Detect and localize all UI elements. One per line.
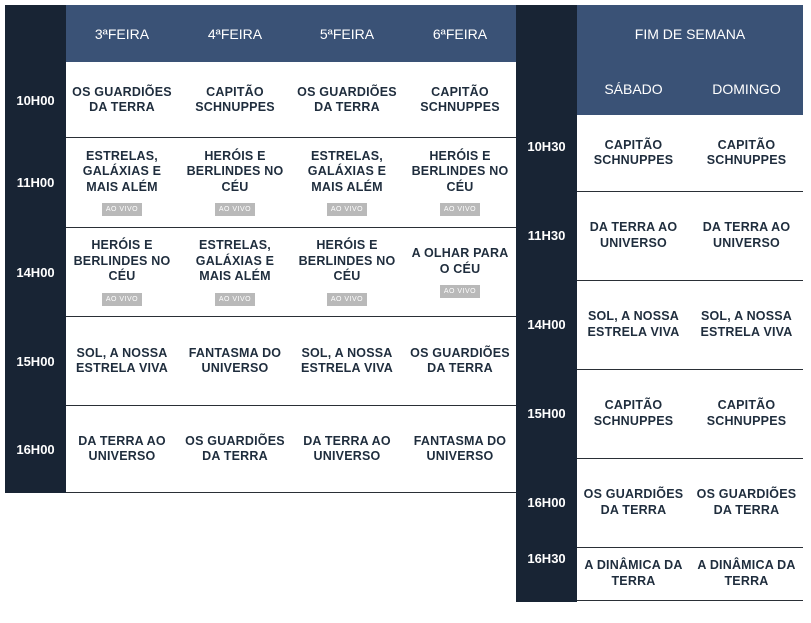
session-title: HERÓIS E BERLINDES NO CÉU [186, 148, 284, 194]
session-title: CAPITÃO SCHNUPPES [593, 398, 674, 428]
session-title: HERÓIS E BERLINDES NO CÉU [298, 238, 396, 284]
session-cell[interactable] [694, 280, 799, 369]
session-cell[interactable] [581, 547, 686, 600]
weekday-header-1: 3ªFEIRA [94, 25, 150, 42]
weekday-time-label: 10H00 [16, 92, 55, 108]
session-title: ESTRELAS, GALÁXIAS E MAIS ALÉM [307, 148, 387, 194]
session-title: HERÓIS E BERLINDES NO CÉU [411, 148, 509, 194]
session-cell[interactable] [295, 317, 399, 405]
session-title: CAPITÃO SCHNUPPES [195, 84, 275, 114]
weekday-time-label: 14H00 [16, 264, 55, 280]
session-title: SOL, A NOSSA ESTRELA VIVA [587, 309, 680, 339]
session-cell[interactable] [581, 369, 686, 458]
live-badge: AO VIVO [102, 293, 142, 306]
session-cell[interactable] [694, 547, 799, 600]
session-title: SOL, A NOSSA ESTRELA VIVA [301, 345, 393, 375]
weekday-time-label: 16H00 [16, 441, 55, 457]
session-title: A DINÂMICA DA TERRA [697, 558, 796, 588]
row-divider [66, 137, 516, 138]
session-title: A OLHAR PARA O CÉU [411, 246, 509, 276]
session-title: CAPITÃO SCHNUPPES [706, 398, 787, 428]
row-divider [66, 227, 516, 228]
session-cell[interactable] [183, 62, 287, 138]
live-badge: AO VIVO [215, 203, 255, 216]
session-cell[interactable] [694, 115, 799, 191]
live-badge: AO VIVO [440, 285, 480, 298]
session-cell[interactable] [694, 369, 799, 458]
weekend-time-label: 10H30 [527, 138, 566, 154]
session-cell[interactable] [408, 405, 512, 493]
weekend-time-label: 11H30 [527, 227, 566, 243]
session-cell[interactable] [295, 138, 399, 227]
session-title: ESTRELAS, GALÁXIAS E MAIS ALÉM [195, 238, 275, 284]
session-title: OS GUARDIÕES DA TERRA [72, 84, 172, 114]
weekday-time-label: 11H00 [16, 175, 55, 190]
session-cell[interactable] [581, 115, 686, 191]
session-cell[interactable] [183, 227, 287, 317]
session-title: CAPITÃO SCHNUPPES [593, 137, 674, 167]
weekday-header-4: 6ªFEIRA [432, 25, 488, 42]
session-cell[interactable] [694, 458, 799, 547]
weekend-time-label: 16H30 [527, 550, 566, 566]
weekend-time-label: 15H00 [527, 405, 566, 421]
session-cell[interactable] [183, 405, 287, 493]
session-title: OS GUARDIÕES DA TERRA [696, 487, 797, 517]
session-cell[interactable] [183, 138, 287, 227]
row-divider [577, 369, 803, 370]
session-title: CAPITÃO SCHNUPPES [706, 137, 787, 167]
session-cell[interactable] [694, 191, 799, 280]
session-cell[interactable] [408, 227, 512, 317]
session-title: DA TERRA AO UNIVERSO [303, 433, 391, 463]
session-cell[interactable] [295, 227, 399, 317]
session-cell[interactable] [70, 405, 174, 493]
session-cell[interactable] [408, 138, 512, 227]
weekend-header-title: FIM DE SEMANA [634, 25, 746, 42]
session-cell[interactable] [70, 62, 174, 138]
session-title: OS GUARDIÕES DA TERRA [297, 84, 397, 114]
live-badge: AO VIVO [215, 293, 255, 306]
session-title: OS GUARDIÕES DA TERRA [410, 345, 510, 375]
session-cell[interactable] [581, 280, 686, 369]
session-cell[interactable] [183, 317, 287, 405]
session-cell[interactable] [70, 138, 174, 227]
live-badge: AO VIVO [102, 203, 142, 216]
session-title: OS GUARDIÕES DA TERRA [185, 433, 285, 463]
session-cell[interactable] [295, 62, 399, 138]
session-cell[interactable] [408, 317, 512, 405]
weekend-day-1: SÁBADO [604, 80, 663, 97]
live-badge: AO VIVO [327, 293, 367, 306]
session-title: HERÓIS E BERLINDES NO CÉU [73, 238, 171, 284]
row-divider [577, 191, 803, 192]
session-title: DA TERRA AO UNIVERSO [78, 433, 166, 463]
session-title: ESTRELAS, GALÁXIAS E MAIS ALÉM [82, 148, 162, 194]
session-cell[interactable] [295, 405, 399, 493]
row-divider [577, 458, 803, 459]
session-title: SOL, A NOSSA ESTRELA VIVA [700, 309, 793, 339]
session-title: FANTASMA DO UNIVERSO [188, 345, 282, 375]
session-cell[interactable] [581, 458, 686, 547]
row-divider [66, 492, 516, 493]
session-title: SOL, A NOSSA ESTRELA VIVA [76, 345, 168, 375]
row-divider [577, 547, 803, 548]
session-title: DA TERRA AO UNIVERSO [589, 220, 678, 250]
weekend-time-label: 16H00 [527, 494, 566, 510]
row-divider [577, 280, 803, 281]
session-title: FANTASMA DO UNIVERSO [413, 433, 507, 463]
session-title: A DINÂMICA DA TERRA [584, 558, 683, 588]
session-title: OS GUARDIÕES DA TERRA [583, 487, 684, 517]
live-badge: AO VIVO [327, 203, 367, 216]
live-badge: AO VIVO [440, 203, 480, 216]
row-divider [66, 316, 516, 317]
row-divider [66, 405, 516, 406]
session-cell[interactable] [581, 191, 686, 280]
session-title: DA TERRA AO UNIVERSO [702, 220, 791, 250]
session-cell[interactable] [70, 227, 174, 317]
session-cell[interactable] [70, 317, 174, 405]
weekday-header-2: 4ªFEIRA [207, 25, 263, 42]
row-divider [577, 600, 803, 601]
session-cell[interactable] [408, 62, 512, 138]
weekday-time-label: 15H00 [16, 353, 55, 369]
weekend-day-2: DOMINGO [712, 80, 781, 97]
session-title: CAPITÃO SCHNUPPES [420, 84, 500, 114]
weekend-time-label: 14H00 [527, 316, 566, 332]
weekday-header-3: 5ªFEIRA [319, 25, 375, 42]
